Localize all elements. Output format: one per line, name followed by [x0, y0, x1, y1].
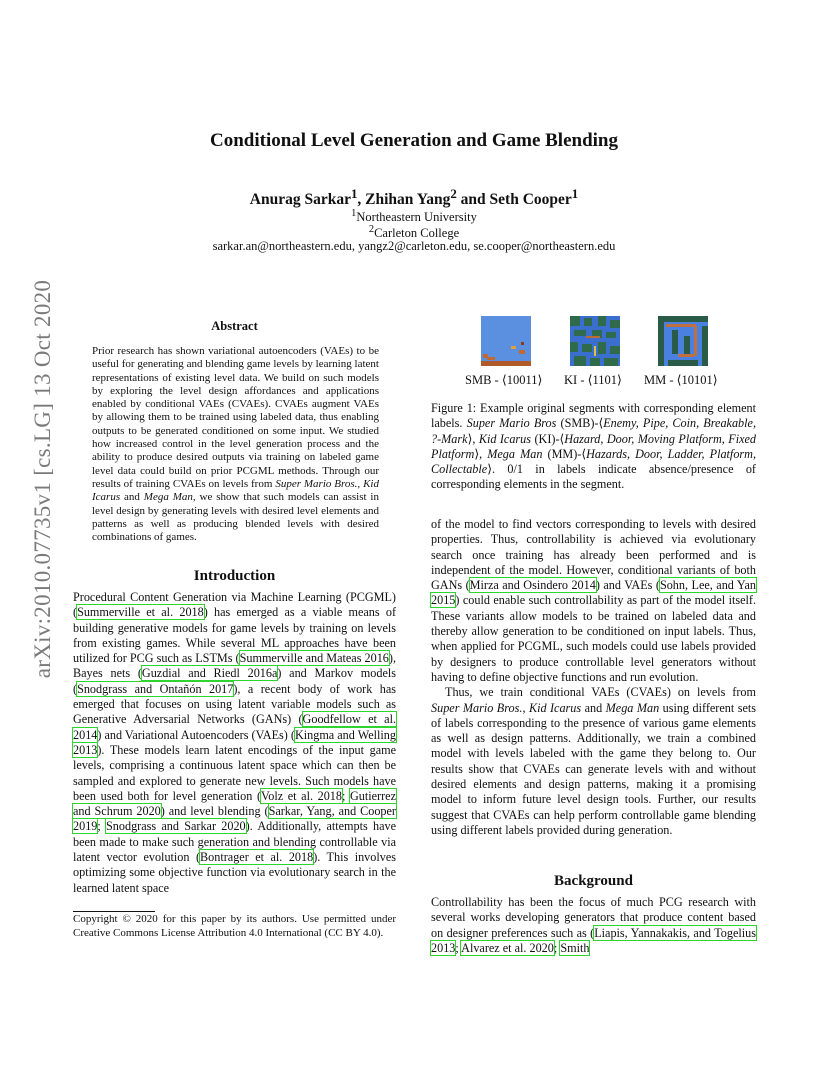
- body-text: ) and VAEs (: [595, 578, 660, 593]
- author-separator: ,: [357, 191, 366, 209]
- game-name: Mega Man: [143, 491, 193, 504]
- background-heading: Background: [554, 873, 633, 889]
- caption-text: ⟩. 0/1 in labels indicate absence/presence of corresponding elements in the segment.: [431, 462, 756, 492]
- caption-text: ⟩,: [467, 431, 479, 446]
- affil-name: Northeastern University: [356, 210, 477, 225]
- game-name: Super Mario Bros.: [275, 477, 358, 490]
- citation-link[interactable]: Liapis, Yannakakis, and Togelius 2013: [431, 925, 757, 955]
- citation-link[interactable]: Kingma and Welling 2013: [73, 727, 396, 757]
- game-name: Super Mario Bros: [466, 416, 557, 431]
- body-text: ). This involves optimizing some objective function via evolutionary search in the learned latent space: [73, 850, 396, 895]
- paragraph: [431, 517, 756, 685]
- body-text: Controllability has been the focus of much PCG research with several works developing generators that produce content based on designer preferences such as (: [431, 895, 756, 940]
- element-labels: Hazard, Door, Moving Platform, Fixed Platform: [431, 431, 756, 461]
- body-text: ;: [341, 788, 350, 803]
- smb-level-thumbnail: [481, 316, 531, 366]
- caption-text: ⟩,: [474, 446, 488, 461]
- abstract-text: Prior research has shown variational autoencoders (VAEs) to be useful for generating and blending game levels by learning latent representations of existing level data. We build on such models by exploring the level design affordances and applications enabled by conditional VAEs (CVAEs). CVAEs augment VAEs by allowing them to be trained using labeled data, thus enabling outputs to be generated conditioned on some input. We studied how increased control in the level generation process and the ability to produce desired outputs via training on labeled game level data could build on prior PCGML methods. Through our results of training CVAEs on levels from: [92, 345, 379, 490]
- body-text: and: [581, 700, 606, 715]
- figure-label-ki: KI - ⟨1101⟩: [564, 373, 622, 387]
- caption-text: (KI)-⟨: [531, 431, 565, 446]
- citation-link[interactable]: Sarkar, Yang, and Cooper 2019: [73, 804, 396, 834]
- game-name: Super Mario Bros.: [431, 700, 523, 715]
- game-name: Kid Icarus: [92, 477, 379, 504]
- introduction-body: [73, 590, 396, 896]
- game-name: Mega Man: [605, 700, 660, 715]
- affil-mark: 2: [368, 224, 375, 235]
- abstract-text: and: [120, 491, 144, 504]
- body-text: ;: [455, 940, 462, 955]
- footnote-rule: [73, 911, 155, 912]
- copyright-notice: Copyright © 2020 for this paper by its authors. Use permitted under Creative Commons License Attribution 4.0 International (CC BY 4.0).: [73, 913, 396, 939]
- citation-link[interactable]: Volz et al. 2018: [261, 788, 342, 803]
- body-text: ;: [97, 819, 107, 834]
- body-text: ,: [522, 700, 529, 715]
- body-text: ) could enable such controllability as part of the model itself. These variants allow models to be trained on labeled data and thereby allow generation to be conditioned on input labels. Thus, when applied for PCGML, such models could use labels provided by designers to produce controllable level generators without having to define objective functions and run evolution.: [431, 593, 756, 684]
- citation-link[interactable]: Mirza and Osindero 2014: [469, 578, 596, 593]
- body-text: ), a recent body of work has emerged that focuses on using latent variable models such as Generative Adversarial Networks (GANs) (: [73, 681, 396, 727]
- game-name: Kid Icarus: [528, 700, 582, 715]
- element-labels: Hazards, Door, Ladder, Platform, Collectable: [431, 446, 757, 477]
- element-labels: Enemy, Pipe, Coin, Breakable, ?-Mark: [431, 416, 756, 446]
- author-name: Seth Cooper: [489, 191, 572, 209]
- citation-link[interactable]: Goodfellow et al. 2014: [73, 712, 397, 742]
- body-text: ) has emerged as a viable means of building generative models for game levels by training on levels from existing games. While several ML approaches have been utilized for PCG such as LSTMs (: [73, 605, 396, 666]
- paper-title: Conditional Level Generation and Game Blending: [209, 130, 618, 151]
- mm-level-thumbnail: [658, 316, 708, 366]
- right-column-body: [431, 517, 756, 838]
- body-text: ) and Variational Autoencoders (VAEs) (: [97, 727, 295, 742]
- citation-link[interactable]: Smith: [560, 940, 590, 955]
- abstract-heading: Abstract: [211, 319, 258, 333]
- body-text: using different sets of labels corresponding to the presence of various game elements as well as design patterns. Additionally, we train a combined model with levels labeled with the game they belong to. Our results show that CVAEs can generate levels with and without desired elements and design patterns, making it a promising model to inform future level design tools. Further, our results suggest that CVAEs can help perform controllable game blending using different labels provided during generation.: [431, 700, 756, 837]
- game-name: Mega Man: [487, 446, 543, 461]
- citation-link[interactable]: Snodgrass and Sarkar 2020: [106, 819, 246, 834]
- author-separator: and: [456, 191, 490, 209]
- caption-text: (SMB)-⟨: [556, 416, 604, 431]
- author-name: Anurag Sarkar: [249, 191, 351, 209]
- author-name: Zhihan Yang: [365, 191, 451, 209]
- introduction-heading: Introduction: [193, 568, 276, 584]
- citation-link[interactable]: Bontrager et al. 2018: [200, 850, 314, 865]
- body-text: ). Additionally, attempts have been made to make such generation and blending controllable via latent vector evolution (: [73, 819, 396, 865]
- caption-text: Figure 1: Example original segments with corresponding element labels.: [431, 401, 756, 431]
- citation-link[interactable]: Summerville and Mateas 2016: [239, 651, 389, 666]
- body-text: ), Bayes nets (: [73, 651, 396, 681]
- author-affil-mark: 2: [450, 186, 457, 201]
- ki-level-thumbnail: [570, 316, 620, 366]
- figure-1-caption: [431, 401, 756, 493]
- body-text: ;: [553, 940, 561, 955]
- body-text: ) and Markov models (: [73, 666, 396, 696]
- author-affil-mark: 1: [571, 186, 579, 201]
- body-text: Procedural Content Generation via Machine Learning (PCGML) (: [73, 590, 396, 620]
- figure-label-smb: SMB - ⟨10011⟩: [465, 373, 543, 387]
- body-text: ) and level blending (: [160, 804, 269, 819]
- paragraph: [431, 685, 756, 838]
- abstract-text: ,: [357, 477, 364, 490]
- citation-link[interactable]: Summerville et al. 2018: [77, 605, 204, 620]
- citation-link[interactable]: Snodgrass and Ontañón 2017: [77, 681, 234, 696]
- game-name: Kid Icarus: [478, 431, 532, 446]
- arxiv-identifier: arXiv:2010.07735v1 [cs.LG] 13 Oct 2020: [30, 279, 55, 679]
- citation-link[interactable]: Sohn, Lee, and Yan 2015: [431, 578, 756, 608]
- figure-label-mm: MM - ⟨10101⟩: [644, 373, 718, 387]
- citation-link[interactable]: Guzdial and Riedl 2016a: [141, 666, 278, 681]
- abstract-text: , we show that such models can assist in level design by generating levels with desired level elements and patterns as well as producing blended levels with desired combinations of games.: [92, 491, 379, 544]
- author-emails: sarkar.an@northeastern.edu, yangz2@carleton.edu, se.cooper@northeastern.edu: [212, 239, 616, 253]
- abstract-body: [92, 345, 379, 544]
- body-text: Thus, we train conditional VAEs (CVAEs) on levels from: [445, 685, 756, 700]
- caption-text: (MM)-⟨: [542, 446, 587, 461]
- affil-name: Carleton College: [374, 226, 460, 241]
- body-text: ). These models learn latent encodings of the input game levels, comprising a continuous latent space which can then be sampled and explored to generate new levels. Such models have been used both for level generation (: [73, 742, 396, 803]
- background-body: [431, 895, 756, 956]
- affil-mark: 1: [351, 208, 357, 219]
- body-text: of the model to find vectors corresponding to levels with desired properties. Thus, controllability is achieved via evolutionary search once training has already been performed and is independent of the model. However, conditional variants of both GANs (: [431, 517, 756, 593]
- citation-link[interactable]: Alvarez et al. 2020: [461, 940, 554, 955]
- author-affil-mark: 1: [350, 186, 358, 201]
- citation-link[interactable]: Gutierrez and Schrum 2020: [73, 788, 396, 819]
